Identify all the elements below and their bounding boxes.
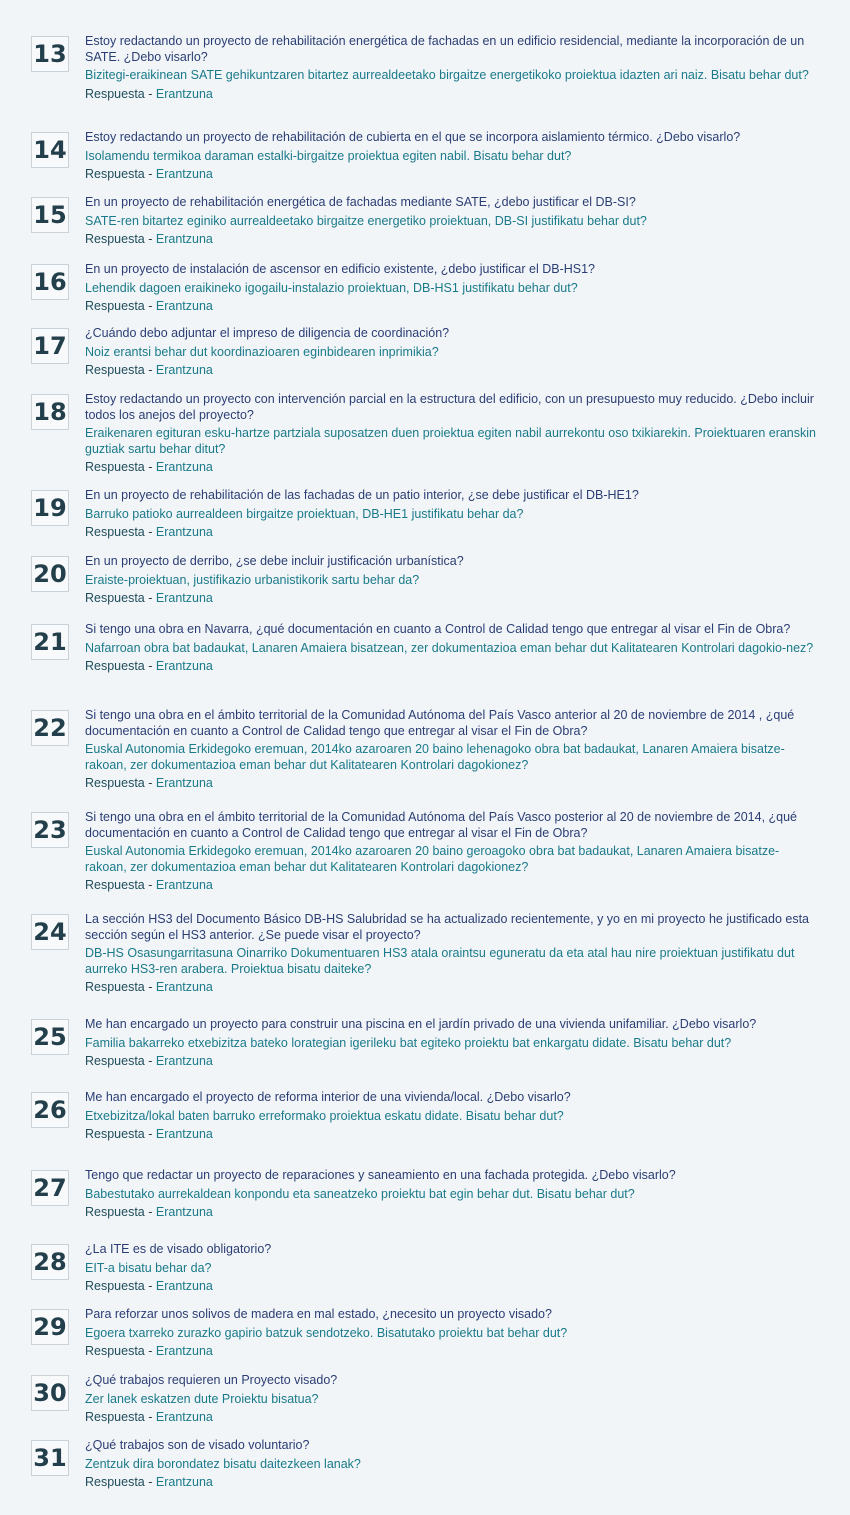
- faq-number: 29: [31, 1309, 69, 1345]
- question-es: Estoy redactando un proyecto de rehabilitación de cubierta en el que se incorpora aislamiento térmico. ¿Debo visarlo?: [85, 130, 741, 144]
- question-eu: Zer lanek eskatzen dute Proiektu bisatua?: [85, 1391, 319, 1406]
- faq-number: 13: [31, 36, 69, 72]
- link-separator: -: [144, 1344, 156, 1358]
- link-separator: -: [144, 659, 156, 673]
- respuesta-link[interactable]: Respuesta: [85, 363, 145, 377]
- erantzuna-link[interactable]: Erantzuna: [155, 232, 213, 246]
- link-separator: -: [144, 591, 156, 605]
- question-eu: Eraiste-proiektuan, justifikazio urbanistikorik sartu behar da?: [85, 572, 420, 587]
- respuesta-link[interactable]: Respuesta: [85, 1127, 145, 1141]
- erantzuna-link[interactable]: Erantzuna: [155, 878, 213, 892]
- question-es: Me han encargado el proyecto de reforma interior de una vivienda/local. ¿Debo visarlo?: [85, 1090, 571, 1104]
- respuesta-link[interactable]: Respuesta: [85, 299, 145, 313]
- question-eu: Euskal Autonomia Erkidegoko eremuan, 2014ko azaroaren 20 baino lehenagoko obra bat badaukat, Lanaren Amaiera bisatze-rakoan, zer dokumentazioa eman behar dut Kalitatearen Kontrolari dagokionez?: [85, 742, 785, 772]
- question-eu: Isolamendu termikoa daraman estalki-birgaitze proiektua egiten nabil. Bisatu behar dut?: [85, 148, 572, 163]
- question-es: ¿Cuándo debo adjuntar el impreso de diligencia de coordinación?: [85, 326, 450, 340]
- link-separator: -: [144, 525, 156, 539]
- faq-number: 14: [31, 132, 69, 168]
- erantzuna-link[interactable]: Erantzuna: [155, 460, 213, 474]
- erantzuna-link[interactable]: Erantzuna: [155, 1054, 213, 1068]
- question-es: Estoy redactando un proyecto con intervención parcial en la estructura del edificio, con un presupuesto muy reducido. ¿Debo incluir todos los anejos del proyecto?: [85, 392, 814, 422]
- faq-number: 27: [31, 1170, 69, 1206]
- link-separator: -: [144, 1205, 156, 1219]
- link-separator: -: [144, 1279, 156, 1293]
- respuesta-link[interactable]: Respuesta: [85, 86, 145, 101]
- link-separator: -: [144, 1054, 156, 1068]
- link-separator: -: [144, 363, 156, 377]
- faq-number: 26: [31, 1092, 69, 1128]
- link-separator: -: [144, 167, 156, 181]
- question-es: Me han encargado un proyecto para construir una piscina en el jardín privado de una vivienda unifamiliar. ¿Debo visarlo?: [85, 1017, 757, 1031]
- respuesta-link[interactable]: Respuesta: [85, 1054, 145, 1068]
- respuesta-link[interactable]: Respuesta: [85, 525, 145, 539]
- link-separator: -: [144, 980, 156, 994]
- faq-number: 17: [31, 328, 69, 364]
- erantzuna-link[interactable]: Erantzuna: [155, 591, 213, 605]
- question-eu: EIT-a bisatu behar da?: [85, 1260, 212, 1275]
- question-eu: DB-HS Osasungarritasuna Oinarriko Dokumentuaren HS3 atala oraintsu eguneratu da eta atal hau nire proiektuan justifikatu dut aurreko HS3-ren arabera. Proiektua bisatu daiteke?: [85, 946, 795, 976]
- faq-number: 16: [31, 264, 69, 300]
- erantzuna-link[interactable]: Erantzuna: [155, 1344, 213, 1358]
- link-separator: -: [144, 878, 156, 892]
- erantzuna-link[interactable]: Erantzuna: [155, 525, 213, 539]
- respuesta-link[interactable]: Respuesta: [85, 1279, 145, 1293]
- question-eu: Bizitegi-eraikinean SATE gehikuntzaren bitartez aurrealdeetako birgaitze energetikoko proiektua idazten ari naiz. Bisatu behar dut?: [85, 68, 809, 82]
- question-es: Tengo que redactar un proyecto de reparaciones y saneamiento en una fachada protegida. ¿Debo visarlo?: [85, 1168, 676, 1182]
- respuesta-link[interactable]: Respuesta: [85, 232, 145, 246]
- faq-number: 22: [31, 710, 69, 746]
- erantzuna-link[interactable]: Erantzuna: [155, 776, 213, 790]
- respuesta-link[interactable]: Respuesta: [85, 167, 145, 181]
- erantzuna-link[interactable]: Erantzuna: [155, 1410, 213, 1424]
- question-es: ¿La ITE es de visado obligatorio?: [85, 1242, 272, 1256]
- question-eu: Egoera txarreko zurazko gapirio batzuk sendotzeko. Bisatutako proiektu bat behar dut?: [85, 1325, 568, 1340]
- link-separator: -: [144, 86, 156, 101]
- respuesta-link[interactable]: Respuesta: [85, 980, 145, 994]
- faq-number: 31: [31, 1440, 69, 1476]
- faq-number: 23: [31, 812, 69, 848]
- erantzuna-link[interactable]: Erantzuna: [155, 1127, 213, 1141]
- link-separator: -: [144, 460, 156, 474]
- faq-number: 30: [31, 1375, 69, 1411]
- question-es: La sección HS3 del Documento Básico DB-HS Salubridad se ha actualizado recientemente, y yo en mi proyecto he justificado esta sección según el HS3 anterior. ¿Se puede visar el proyecto?: [85, 912, 809, 942]
- respuesta-link[interactable]: Respuesta: [85, 878, 145, 892]
- link-separator: -: [144, 776, 156, 790]
- respuesta-link[interactable]: Respuesta: [85, 659, 145, 673]
- faq-number: 28: [31, 1244, 69, 1280]
- question-es: En un proyecto de instalación de ascensor en edificio existente, ¿debo justificar el DB-HS1?: [85, 262, 596, 276]
- question-eu: Barruko patioko aurrealdeen birgaitze proiektuan, DB-HE1 justifikatu behar da?: [85, 506, 524, 521]
- faq-number: 20: [31, 556, 69, 592]
- question-es: Si tengo una obra en el ámbito territorial de la Comunidad Autónoma del País Vasco anterior al 20 de noviembre de 2014 , ¿qué documentación en cuanto a Control de Calidad tengo que entregar al visar el Fin de Obra?: [85, 708, 795, 738]
- link-separator: -: [144, 1475, 156, 1489]
- respuesta-link[interactable]: Respuesta: [85, 1475, 145, 1489]
- erantzuna-link[interactable]: Erantzuna: [155, 86, 213, 101]
- question-eu: SATE-ren bitartez eginiko aurrealdeetako birgaitze energetiko proiektuan, DB-SI justifikatu behar dut?: [85, 213, 647, 228]
- faq-number: 25: [31, 1019, 69, 1055]
- erantzuna-link[interactable]: Erantzuna: [155, 1279, 213, 1293]
- question-es: ¿Qué trabajos son de visado voluntario?: [85, 1438, 310, 1452]
- erantzuna-link[interactable]: Erantzuna: [155, 167, 213, 181]
- link-separator: -: [144, 1410, 156, 1424]
- question-es: Si tengo una obra en el ámbito territorial de la Comunidad Autónoma del País Vasco posterior al 20 de noviembre de 2014, ¿qué documentación en cuanto a Control de Calidad tengo que entregar al visar el Fin de Obra?: [85, 810, 798, 840]
- respuesta-link[interactable]: Respuesta: [85, 1344, 145, 1358]
- erantzuna-link[interactable]: Erantzuna: [155, 1475, 213, 1489]
- question-eu: Eraikenaren egituran esku-hartze partziala suposatzen duen proiektua egiten nabil aurrekontu oso txikiarekin. Proiektuaren eranskin guztiak sartu behar ditut?: [85, 426, 816, 456]
- faq-number: 19: [31, 490, 69, 526]
- question-eu: Etxebizitza/lokal baten barruko erreformako proiektua eskatu didate. Bisatu behar dut?: [85, 1108, 564, 1123]
- link-separator: -: [144, 1127, 156, 1141]
- respuesta-link[interactable]: Respuesta: [85, 1410, 145, 1424]
- erantzuna-link[interactable]: Erantzuna: [155, 659, 213, 673]
- question-eu: Lehendik dagoen eraikineko igogailu-instalazio proiektuan, DB-HS1 justifikatu behar dut?: [85, 280, 578, 295]
- erantzuna-link[interactable]: Erantzuna: [155, 1205, 213, 1219]
- question-eu: Euskal Autonomia Erkidegoko eremuan, 2014ko azaroaren 20 baino geroagoko obra bat badaukat, Lanaren Amaiera bisatze-rakoan, zer dokumentazioa eman behar dut Kalitatearen Kontrolari dagokionez?: [85, 844, 780, 874]
- question-es: En un proyecto de rehabilitación energética de fachadas mediante SATE, ¿debo justificar el DB-SI?: [85, 195, 636, 209]
- question-eu: Zentzuk dira borondatez bisatu daitezkeen lanak?: [85, 1456, 361, 1471]
- respuesta-link[interactable]: Respuesta: [85, 591, 145, 605]
- faq-number: 24: [31, 914, 69, 950]
- question-es: En un proyecto de derribo, ¿se debe incluir justificación urbanística?: [85, 554, 464, 568]
- question-es: Para reforzar unos solivos de madera en mal estado, ¿necesito un proyecto visado?: [85, 1307, 552, 1321]
- faq-number: 21: [31, 624, 69, 660]
- question-es: Estoy redactando un proyecto de rehabilitación energética de fachadas en un edificio residencial, mediante la incorporación de un SATE. ¿Debo visarlo?: [85, 34, 805, 64]
- respuesta-link[interactable]: Respuesta: [85, 776, 145, 790]
- erantzuna-link[interactable]: Erantzuna: [155, 980, 213, 994]
- link-separator: -: [144, 299, 156, 313]
- question-eu: Familia bakarreko etxebizitza bateko lorategian igerileku bat egiteko proiektu bat enkargatu didate. Bisatu behar dut?: [85, 1035, 732, 1050]
- question-eu: Nafarroan obra bat badaukat, Lanaren Amaiera bisatzean, zer dokumentazioa eman behar dut Kalitatearen Kontrolari dagokio-nez?: [85, 640, 814, 655]
- respuesta-link[interactable]: Respuesta: [85, 460, 145, 474]
- faq-number: 15: [31, 197, 69, 233]
- question-es: ¿Qué trabajos requieren un Proyecto visado?: [85, 1373, 338, 1387]
- faq-number: 18: [31, 394, 69, 430]
- question-es: Si tengo una obra en Navarra, ¿qué documentación en cuanto a Control de Calidad tengo que entregar al visar el Fin de Obra?: [85, 622, 791, 636]
- erantzuna-link[interactable]: Erantzuna: [155, 363, 213, 377]
- respuesta-link[interactable]: Respuesta: [85, 1205, 145, 1219]
- question-es: En un proyecto de rehabilitación de las fachadas de un patio interior, ¿se debe justificar el DB-HE1?: [85, 488, 639, 502]
- link-separator: -: [144, 232, 156, 246]
- erantzuna-link[interactable]: Erantzuna: [155, 299, 213, 313]
- question-eu: Babestutako aurrekaldean konpondu eta saneatzeko proiektu bat egin behar dut. Bisatu behar dut?: [85, 1186, 635, 1201]
- question-eu: Noiz erantsi behar dut koordinazioaren eginbidearen inprimikia?: [85, 344, 439, 359]
